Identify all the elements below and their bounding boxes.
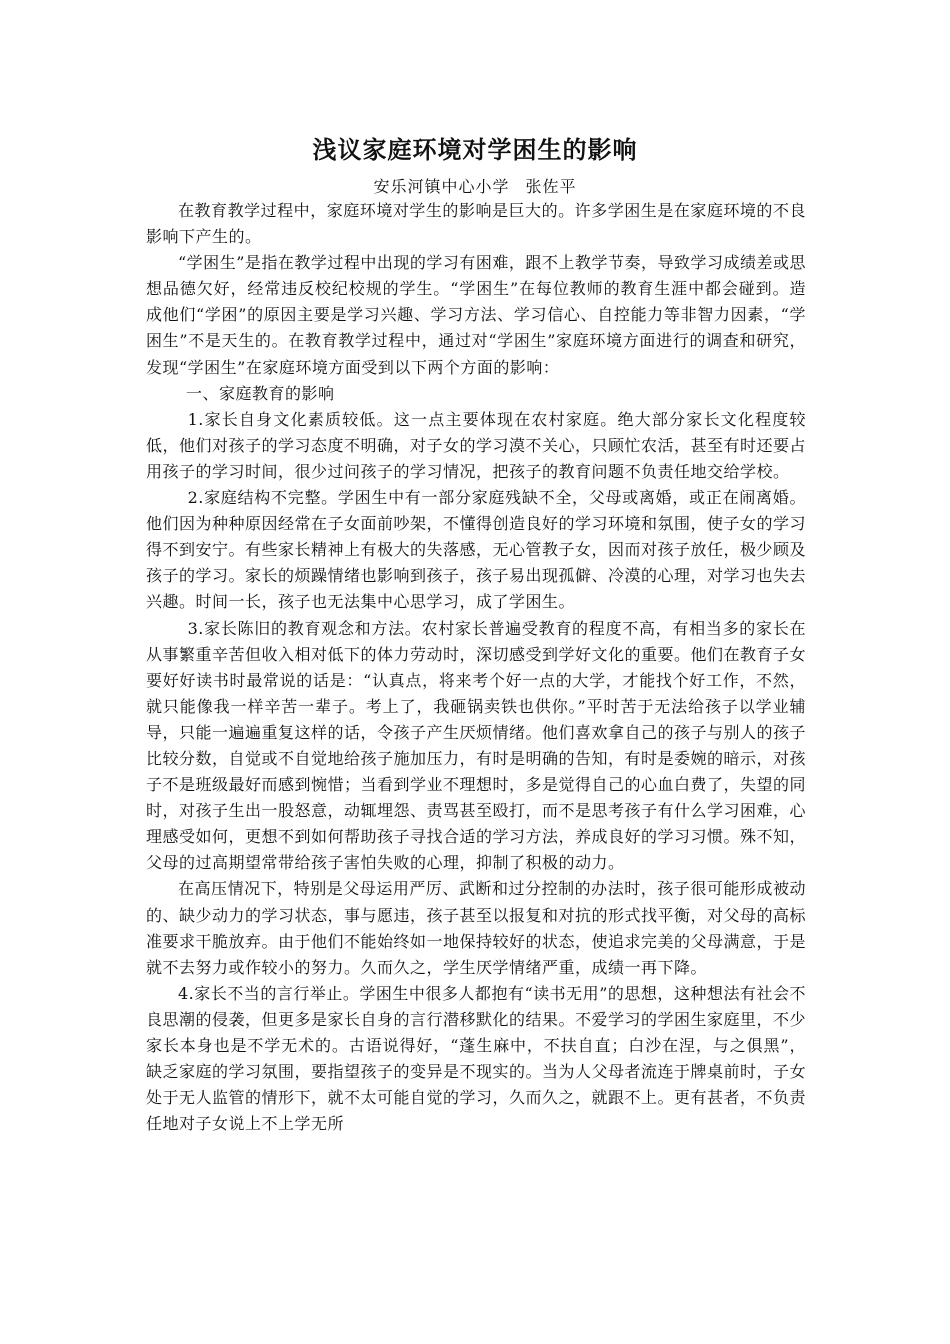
document-title: 浅议家庭环境对学困生的影响 [312,135,638,164]
author-school: 安乐河镇中心小学 [373,177,510,196]
paragraph-item: 1.家长自身文化素质较低。这一点主要体现在农村家庭。绝大部分家长文化程度较低，他们对孩子的学习态度不明确，对子女的学习漠不关心，只顾忙农活，甚至有时还要占用孩子的学习时间，很少过问孩子的学习情况，把孩子的教育问题不负责任地交给学校。 [146,409,807,481]
paragraph: 在教育教学过程中，家庭环境对学生的影响是巨大的。许多学困生是在家庭环境的不良影响下产生的。 [146,201,806,247]
author-name: 张佐平 [525,177,577,196]
paragraph-item: 2.家庭结构不完整。学困生中有一部分家庭残缺不全，父母或离婚，或正在闹离婚。他们因为种种原因经常在子女面前吵架，不懂得创造良好的学习环境和氛围，使子女的学习得不到安宁。有些家长精神上有极大的失落感，无心管教子女，因而对孩子放任，极少顾及孩子的学习。家长的烦躁情绪也影响到孩子，孩子易出现孤僻、冷漠的心理，对学习也失去兴趣。时间一长，孩子也无法集中心思学习，成了学困生。 [146,488,807,612]
paragraph: 在高压情况下，特别是父母运用严厉、武断和过分控制的办法时，孩子很可能形成被动的、缺少动力的学习状态，事与愿违，孩子甚至以报复和对抗的形式找平衡，对父母的高标准要求干脆放弃。由于他们不能始终如一地保持较好的状态，使追求完美的父母满意，于是就不去努力或作较小的努力。久而久之，学生厌学情绪严重，成绩一再下降。 [146,879,807,977]
document-body [146,198,806,1137]
paragraph-item: 3.家长陈旧的教育观念和方法。农村家长普遍受教育的程度不高，有相当多的家长在从事繁重辛苦但收入相对低下的体力劳动时，深切感受到学好文化的重要。他们在教育子女要好好读书时最常说的话是：“认真点，将来考个好一点的大学，才能找个好工作，不然，就只能像我一样辛苦一辈子。考上了，我砸锅卖铁也供你。”平时苦于无法给孩子以学业辅导，只能一遍遍重复这样的话，令孩子产生厌烦情绪。他们喜欢拿自己的孩子与别人的孩子比较分数，自觉或不自觉地给孩子施加压力，有时是明确的告知，有时是委婉的暗示，对孩子不是班级最好而感到惋惜；当看到学业不理想时，多是觉得自己的心血白费了，失望的同时，对孩子生出一股怒意，动辄埋怨、责骂甚至殴打，而不是思考孩子有什么学习困难，心理感受如何，更想不到如何帮助孩子寻找合适的学习方法，养成良好的学习习惯。殊不知，父母的过高期望常带给孩子害怕失败的心理，抑制了积极的动力。 [146,618,807,873]
author-byline [0,174,950,200]
paragraph: “学困生”是指在教学过程中出现的学习有困难，跟不上教学节奏，导致学习成绩差或思想品德欠好，经常违反校纪校规的学生。“学困生”在每位教师的教育生涯中都会碰到。造成他们“学困”的原因主要是学习兴趣、学习方法、学习信心、自控能力等非智力因素，“学困生”不是天生的。在教育教学过程中，通过对“学困生”家庭环境方面进行的调查和研究，发现“学困生”在家庭环境方面受到以下两个方面的影响： [146,253,806,377]
section-heading: 一、家庭教育的影响 [186,383,335,403]
paragraph: 4.家长不当的言行举止。学困生中很多人都抱有“读书无用”的思想，这种想法有社会不良思潮的侵袭，但更多是家长自身的言行潜移默化的结果。不爱学习的学困生家庭里，不少家长本身也是不学无术的。古语说得好，“蓬生麻中，不扶自直；白沙在涅，与之俱黑”，缺乏家庭的学习氛围，要指望孩子的变异是不现实的。当为人父母者流连于牌桌前时，子女处于无人监管的情形下，就不太可能自觉的学习，久而久之，就跟不上。更有甚者，不负责任地对子女说上不上学无所 [146,983,807,1134]
